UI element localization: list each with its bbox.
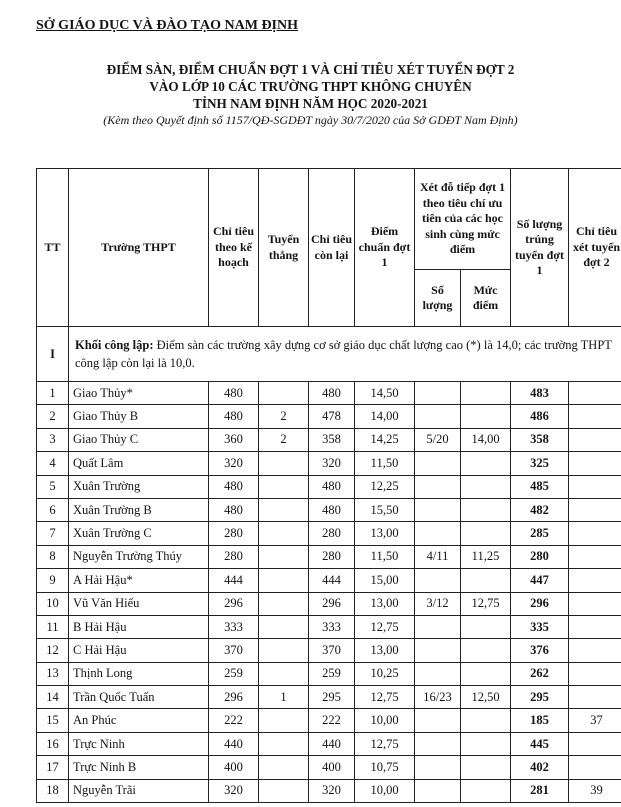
cell-extra-score xyxy=(461,405,511,428)
cell-extra-score: 14,00 xyxy=(461,428,511,451)
cell-extra-score xyxy=(461,452,511,475)
cell-round2 xyxy=(569,405,621,428)
cell-planned: 480 xyxy=(209,382,259,405)
cell-round2 xyxy=(569,382,621,405)
cell-admitted: 402 xyxy=(511,756,569,779)
cell-remaining: 259 xyxy=(309,662,355,685)
cell-admitted: 262 xyxy=(511,662,569,685)
cell-cutoff: 14,25 xyxy=(355,428,415,451)
col-header-tt: TT xyxy=(37,169,69,327)
cell-extra-qty xyxy=(415,382,461,405)
cell-round2 xyxy=(569,452,621,475)
cell-planned: 400 xyxy=(209,756,259,779)
cell-round2 xyxy=(569,498,621,521)
cell-school-name: Vũ Văn Hiếu xyxy=(69,592,209,615)
cell-admitted: 445 xyxy=(511,732,569,755)
cell-planned: 320 xyxy=(209,452,259,475)
section-label: Khối công lập: xyxy=(75,338,154,352)
table-row xyxy=(37,522,621,545)
cell-extra-qty: 5/20 xyxy=(415,428,461,451)
cell-planned: 440 xyxy=(209,732,259,755)
cell-extra-qty: 16/23 xyxy=(415,686,461,709)
cell-extra-score xyxy=(461,662,511,685)
cell-extra-score xyxy=(461,475,511,498)
cell-planned: 480 xyxy=(209,498,259,521)
cell-direct xyxy=(259,545,309,568)
col-header-direct: Tuyển thẳng xyxy=(259,169,309,327)
cell-direct xyxy=(259,662,309,685)
cell-planned: 320 xyxy=(209,779,259,802)
col-header-extra-score: Mức điểm xyxy=(461,270,511,327)
cell-direct xyxy=(259,452,309,475)
cell-extra-qty xyxy=(415,732,461,755)
cell-cutoff: 15,50 xyxy=(355,498,415,521)
cell-school-name: An Phúc xyxy=(69,709,209,732)
table-row xyxy=(37,662,621,685)
cell-extra-score xyxy=(461,709,511,732)
cell-planned: 480 xyxy=(209,405,259,428)
cell-planned: 296 xyxy=(209,686,259,709)
cell-round2 xyxy=(569,686,621,709)
cell-extra-qty xyxy=(415,522,461,545)
cell-cutoff: 13,00 xyxy=(355,639,415,662)
department-name: SỞ GIÁO DỤC VÀ ĐÀO TẠO NAM ĐỊNH xyxy=(36,18,299,33)
cell-direct xyxy=(259,522,309,545)
cell-extra-qty: 3/12 xyxy=(415,592,461,615)
cell-round2 xyxy=(569,662,621,685)
col-header-remaining: Chỉ tiêu còn lại xyxy=(309,169,355,327)
cell-admitted: 485 xyxy=(511,475,569,498)
table-row xyxy=(37,686,621,709)
table-row xyxy=(37,639,621,662)
cell-round2 xyxy=(569,639,621,662)
cell-tt: 6 xyxy=(37,498,69,521)
cell-direct xyxy=(259,732,309,755)
cell-extra-score: 12,50 xyxy=(461,686,511,709)
cell-planned: 360 xyxy=(209,428,259,451)
cell-extra-score xyxy=(461,498,511,521)
cell-school-name: Giao Thủy* xyxy=(69,382,209,405)
table-row xyxy=(37,382,621,405)
cell-tt: 17 xyxy=(37,756,69,779)
cell-cutoff: 10,00 xyxy=(355,779,415,802)
cell-tt: 16 xyxy=(37,732,69,755)
cell-direct: 1 xyxy=(259,686,309,709)
cell-round2 xyxy=(569,756,621,779)
cell-extra-score: 12,75 xyxy=(461,592,511,615)
cell-round2 xyxy=(569,592,621,615)
cell-extra-qty xyxy=(415,639,461,662)
cell-round2 xyxy=(569,545,621,568)
cell-direct: 2 xyxy=(259,405,309,428)
cell-school-name: Giao Thủy C xyxy=(69,428,209,451)
decision-reference: (Kèm theo Quyết định số 1157/QĐ-SGDĐT ngày 30/7/2020 của Sở GDĐT Nam Định) xyxy=(103,113,518,127)
cell-school-name: Nguyễn Trường Thúy xyxy=(69,545,209,568)
cell-cutoff: 14,50 xyxy=(355,382,415,405)
cell-direct xyxy=(259,569,309,592)
cell-planned: 444 xyxy=(209,569,259,592)
cell-tt: 10 xyxy=(37,592,69,615)
cell-admitted: 376 xyxy=(511,639,569,662)
cell-cutoff: 13,00 xyxy=(355,592,415,615)
cell-planned: 333 xyxy=(209,615,259,638)
cell-admitted: 335 xyxy=(511,615,569,638)
cell-tt: 5 xyxy=(37,475,69,498)
cell-remaining: 320 xyxy=(309,779,355,802)
cell-round2 xyxy=(569,569,621,592)
cell-planned: 280 xyxy=(209,545,259,568)
table-row xyxy=(37,475,621,498)
cell-extra-score: 11,25 xyxy=(461,545,511,568)
title-line-2: VÀO LỚP 10 CÁC TRƯỜNG THPT KHÔNG CHUYÊN xyxy=(149,79,472,94)
cell-cutoff: 15,00 xyxy=(355,569,415,592)
cell-school-name: A Hải Hậu* xyxy=(69,569,209,592)
cell-tt: 8 xyxy=(37,545,69,568)
cell-tt: 14 xyxy=(37,686,69,709)
cell-admitted: 325 xyxy=(511,452,569,475)
cell-cutoff: 11,50 xyxy=(355,545,415,568)
cell-remaining: 333 xyxy=(309,615,355,638)
cell-remaining: 222 xyxy=(309,709,355,732)
cell-extra-qty xyxy=(415,709,461,732)
cell-extra-qty xyxy=(415,475,461,498)
cell-direct xyxy=(259,498,309,521)
cell-school-name: C Hải Hậu xyxy=(69,639,209,662)
cell-round2 xyxy=(569,732,621,755)
cell-cutoff: 12,75 xyxy=(355,615,415,638)
cell-direct xyxy=(259,756,309,779)
section-row xyxy=(37,327,621,382)
cell-tt: 9 xyxy=(37,569,69,592)
cell-admitted: 285 xyxy=(511,522,569,545)
cell-school-name: Thịnh Long xyxy=(69,662,209,685)
cell-extra-score xyxy=(461,382,511,405)
cell-extra-qty xyxy=(415,662,461,685)
section-number: I xyxy=(37,327,69,382)
section-text: Điểm sàn các trường xây dựng cơ sở giáo dục chất lượng cao (*) là 14,0; các trường THPT công lập còn lại là 10,0. xyxy=(75,338,612,370)
cell-cutoff: 13,00 xyxy=(355,522,415,545)
cell-school-name: Xuân Trường B xyxy=(69,498,209,521)
cell-remaining: 400 xyxy=(309,756,355,779)
cell-admitted: 296 xyxy=(511,592,569,615)
cell-round2 xyxy=(569,615,621,638)
cell-extra-qty xyxy=(415,569,461,592)
cell-round2: 37 xyxy=(569,709,621,732)
cell-direct: 2 xyxy=(259,428,309,451)
cell-planned: 480 xyxy=(209,475,259,498)
table-row xyxy=(37,732,621,755)
table-row xyxy=(37,428,621,451)
cell-admitted: 281 xyxy=(511,779,569,802)
cell-cutoff: 12,25 xyxy=(355,475,415,498)
col-header-cutoff: Điểm chuẩn đợt 1 xyxy=(355,169,415,327)
cell-extra-score xyxy=(461,615,511,638)
col-header-extra-qty: Số lượng xyxy=(415,270,461,327)
cell-remaining: 295 xyxy=(309,686,355,709)
cell-cutoff: 10,00 xyxy=(355,709,415,732)
cell-remaining: 280 xyxy=(309,545,355,568)
cell-direct xyxy=(259,382,309,405)
cell-planned: 280 xyxy=(209,522,259,545)
cell-admitted: 447 xyxy=(511,569,569,592)
cell-school-name: Trực Ninh B xyxy=(69,756,209,779)
col-header-planned: Chỉ tiêu theo kế hoạch xyxy=(209,169,259,327)
table-row xyxy=(37,756,621,779)
cell-tt: 7 xyxy=(37,522,69,545)
cell-admitted: 280 xyxy=(511,545,569,568)
cell-round2 xyxy=(569,475,621,498)
cell-direct xyxy=(259,475,309,498)
cell-admitted: 185 xyxy=(511,709,569,732)
table-row xyxy=(37,569,621,592)
cell-tt: 2 xyxy=(37,405,69,428)
cell-planned: 296 xyxy=(209,592,259,615)
col-header-extra-group: Xét đỗ tiếp đợt 1 theo tiêu chí ưu tiên của các học sinh cùng mức điểm xyxy=(415,169,511,270)
cell-remaining: 444 xyxy=(309,569,355,592)
cell-tt: 15 xyxy=(37,709,69,732)
table-row xyxy=(37,615,621,638)
cell-direct xyxy=(259,709,309,732)
col-header-school: Trường THPT xyxy=(69,169,209,327)
cell-cutoff: 10,75 xyxy=(355,756,415,779)
cell-extra-qty xyxy=(415,779,461,802)
cell-planned: 259 xyxy=(209,662,259,685)
cell-tt: 18 xyxy=(37,779,69,802)
cell-extra-score xyxy=(461,732,511,755)
cell-cutoff: 12,75 xyxy=(355,732,415,755)
title-line-3: TỈNH NAM ĐỊNH NĂM HỌC 2020-2021 xyxy=(193,96,428,111)
col-header-admitted: Số lượng trúng tuyển đợt 1 xyxy=(511,169,569,327)
cell-extra-qty xyxy=(415,452,461,475)
cell-remaining: 480 xyxy=(309,475,355,498)
table-row xyxy=(37,452,621,475)
admission-table xyxy=(36,168,621,803)
cell-tt: 11 xyxy=(37,615,69,638)
cell-school-name: Trần Quốc Tuấn xyxy=(69,686,209,709)
cell-remaining: 296 xyxy=(309,592,355,615)
cell-school-name: B Hải Hậu xyxy=(69,615,209,638)
cell-school-name: Xuân Trường C xyxy=(69,522,209,545)
cell-cutoff: 11,50 xyxy=(355,452,415,475)
title-line-1: ĐIỂM SÀN, ĐIỂM CHUẨN ĐỢT 1 VÀ CHỈ TIÊU XÉT TUYỂN ĐỢT 2 xyxy=(106,62,515,77)
table-row xyxy=(37,779,621,802)
cell-planned: 222 xyxy=(209,709,259,732)
cell-remaining: 480 xyxy=(309,498,355,521)
cell-tt: 3 xyxy=(37,428,69,451)
cell-direct xyxy=(259,639,309,662)
cell-remaining: 358 xyxy=(309,428,355,451)
cell-tt: 4 xyxy=(37,452,69,475)
cell-round2 xyxy=(569,522,621,545)
cell-remaining: 478 xyxy=(309,405,355,428)
cell-admitted: 295 xyxy=(511,686,569,709)
cell-admitted: 358 xyxy=(511,428,569,451)
cell-extra-score xyxy=(461,569,511,592)
cell-extra-qty xyxy=(415,756,461,779)
cell-cutoff: 14,00 xyxy=(355,405,415,428)
cell-tt: 1 xyxy=(37,382,69,405)
cell-direct xyxy=(259,615,309,638)
table-row xyxy=(37,405,621,428)
cell-admitted: 483 xyxy=(511,382,569,405)
cell-extra-qty: 4/11 xyxy=(415,545,461,568)
header-row-1 xyxy=(37,169,621,270)
cell-school-name: Quất Lâm xyxy=(69,452,209,475)
cell-planned: 370 xyxy=(209,639,259,662)
cell-remaining: 480 xyxy=(309,382,355,405)
cell-cutoff: 12,75 xyxy=(355,686,415,709)
cell-remaining: 280 xyxy=(309,522,355,545)
cell-extra-score xyxy=(461,639,511,662)
cell-admitted: 482 xyxy=(511,498,569,521)
cell-extra-qty xyxy=(415,405,461,428)
table-row xyxy=(37,498,621,521)
cell-school-name: Trực Ninh xyxy=(69,732,209,755)
cell-extra-qty xyxy=(415,615,461,638)
cell-remaining: 370 xyxy=(309,639,355,662)
cell-school-name: Xuân Trường xyxy=(69,475,209,498)
cell-remaining: 320 xyxy=(309,452,355,475)
cell-school-name: Giao Thủy B xyxy=(69,405,209,428)
cell-extra-score xyxy=(461,522,511,545)
table-row xyxy=(37,592,621,615)
cell-school-name: Nguyễn Trãi xyxy=(69,779,209,802)
col-header-round2: Chỉ tiêu xét tuyển đợt 2 xyxy=(569,169,621,327)
table-row xyxy=(37,709,621,732)
cell-extra-score xyxy=(461,756,511,779)
cell-tt: 13 xyxy=(37,662,69,685)
cell-direct xyxy=(259,592,309,615)
cell-remaining: 440 xyxy=(309,732,355,755)
cell-round2 xyxy=(569,428,621,451)
cell-cutoff: 10,25 xyxy=(355,662,415,685)
cell-extra-qty xyxy=(415,498,461,521)
cell-tt: 12 xyxy=(37,639,69,662)
cell-direct xyxy=(259,779,309,802)
cell-round2: 39 xyxy=(569,779,621,802)
section-description xyxy=(69,327,621,382)
table-row xyxy=(37,545,621,568)
cell-admitted: 486 xyxy=(511,405,569,428)
cell-extra-score xyxy=(461,779,511,802)
